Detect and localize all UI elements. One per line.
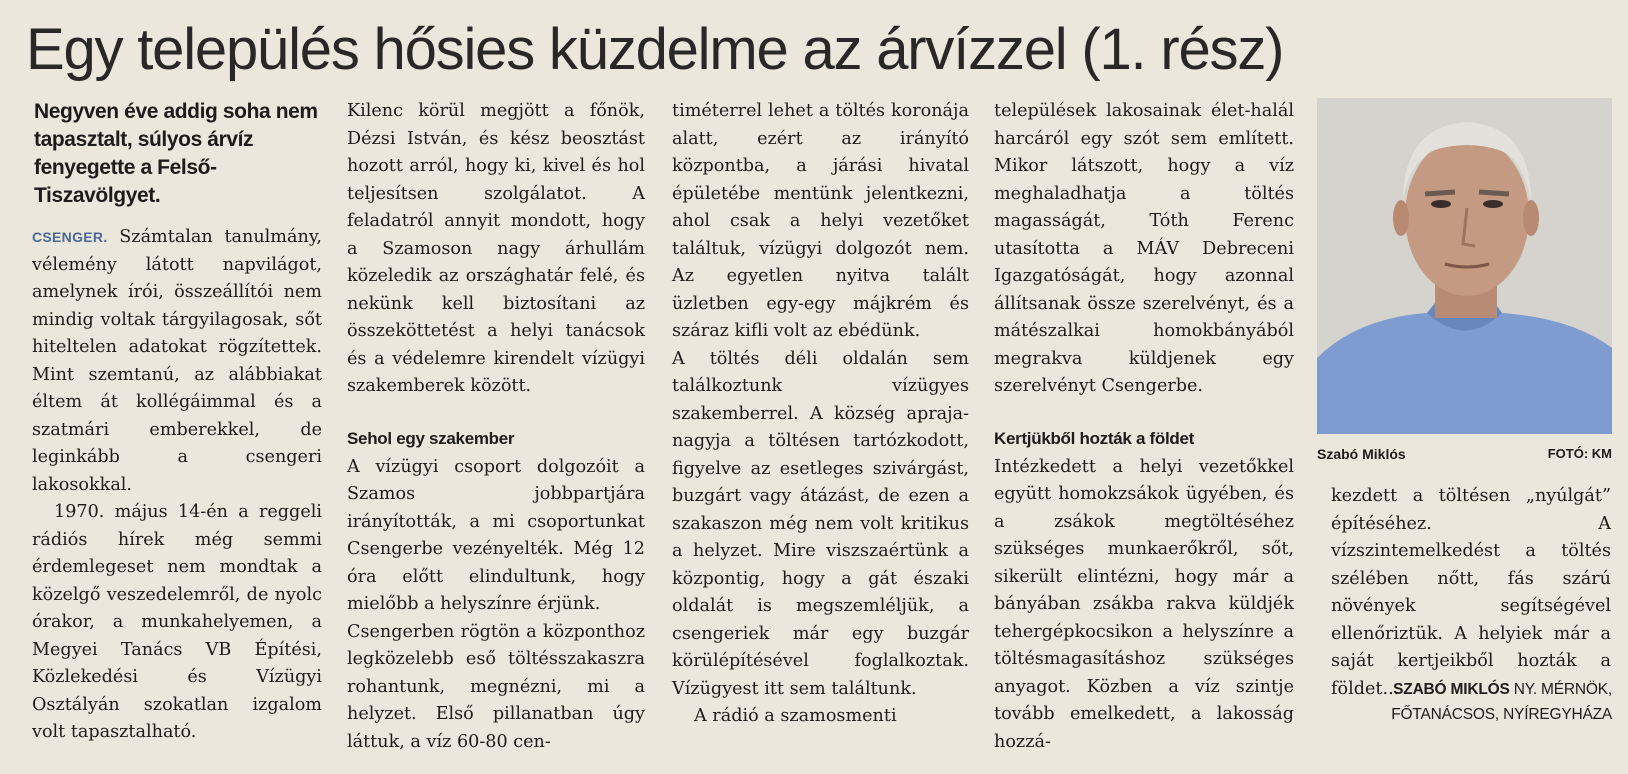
paragraph-1 (32, 224, 322, 499)
author-line-1 (1391, 677, 1612, 702)
paragraph-2-part-1: 1970. május 14-én a reggeli rádiós hírek még semmi érdemlegeset nem mondtak a közelgő veszedelemről, de nyolc órakor, a munkahelyemen, a Megyei Tanács VB Építési, Közlekedési és Vízügyi Osztályán szokatlan izgalom volt tapasztalható. (32, 502, 322, 742)
subheading-sehol-egy-szakember: Sehol egy szakember (347, 428, 515, 448)
paragraph-2-part-2: Kilenc körül megjött a főnök, Dézsi István, és kész beosztást hozott arról, hogy ki, kivel és hol teljesítsen szolgálatot. A feladatról annyit mondott, hogy a Szamoson nagy árhullám közeledik az országhatár felé, és nekünk kell biztosítani az összeköttetést a helyi tanácsok és a védelemre kirendelt vízügyi szakemberek között. (347, 101, 645, 396)
paragraph-6-part-1: A rádió a szamosmenti (694, 706, 897, 726)
author-name: SZABÓ MIKLÓS (1393, 681, 1510, 698)
photo-credit: FOTÓ: KM (1547, 446, 1612, 461)
article-lead: Negyven éve addig soha nem tapasztalt, súlyos árvíz fenyegette a Felső-Tiszavölgyet. (34, 100, 318, 207)
article-column-3 (672, 98, 969, 731)
subheading-kertjukbol: Kertjükből hozták a földet (994, 428, 1194, 448)
photo-caption: Szabó Miklós (1317, 446, 1406, 462)
paragraph-3: A vízügyi csoport dolgozóit a Szamos jobbpartjára irányították, a mi csoportunkat Csengerbe vezényelték. Még 12 óra előtt elindultunk, hogy mielőbb a helyszínre érjünk. (347, 456, 645, 614)
portrait-photo (1317, 98, 1612, 434)
article-headline: Egy település hősies küzdelme az árvízzel (1. rész) (26, 17, 1284, 82)
paragraph-4-part-2: timéterrel lehet a töltés koronája alatt, ezért az irányító központba, a járási hivatal épületébe mentünk jelentkezni, ahol csak a helyi vezetőket találtuk, vízügyi dolgozót nem. Az egyetlen nyitva talált üzletben egy-egy májkrém és száraz kifli volt az ebédünk. (672, 101, 969, 341)
portrait-illustration (1317, 98, 1612, 434)
dateline: CSENGER. (32, 229, 108, 245)
paragraph-4-part-1: Csengerben rögtön a központhoz legközelebb eső töltésszakaszra rohantunk, megnézni, mi a helyzet. Első pillanatban úgy láttuk, a víz 60-80 cen- (347, 621, 645, 752)
article-column-2 (347, 98, 645, 756)
paragraph-5: A töltés déli oldalán sem találkoztunk vízügyes szakemberrel. A község apraja-nagyja a töltésen tartózkodott, figyelve az esetleges szivárgást, buzgárt vagy átázást, de ezen a szakaszon még nem volt kritikus a helyzet. Mire viszszaértünk a központig, hogy a gát északi oldalát is megszemléljük, a csengeriek már egy buzgár körülépítésével foglalkoztak. Vízügyest itt sem találtunk. (672, 348, 969, 699)
paragraph-6-part-2: települések lakosainak élet-halál harcáról egy szót sem említett. Mikor látszott, hogy a víz meghaladhatja a töltés magasságát, Tóth Ferenc utasította a MÁV Debreceni Igazgatóságát, hogy azonnal állítsanak össze szerelvényt, és a mátészalkai homokbányából megrakva küldjenek egy szerelvényt Csengerbe. (994, 101, 1294, 396)
paragraph-8: kezdett a töltésen „nyúlgát” építéséhez. A vízszintemelkedést a töltés szélében nőtt, fás szárú növények segítségével ellenőriztük. A helyiek már a saját kertjeikből hozták a földet... (1331, 486, 1611, 699)
article-column-5 (1331, 483, 1611, 703)
author-title-2: FŐTANÁCSOS, NYÍREGYHÁZA (1391, 706, 1612, 723)
author-title-1: NY. MÉRNÖK, (1513, 681, 1612, 698)
author-signature (1391, 677, 1612, 727)
paragraph-7: Intézkedett a helyi vezetőkkel együtt homokzsákok ügyében, és a zsákok megtöltéséhez szükséges munkaerőkről, sőt, sikerült elintézni, hogy már a bányában zsákba rakva küldjék tehergépkocsikon a helyszínre a töltésmagasításhoz szükséges anyagot. Közben a víz szintje tovább emelkedett, a lakosság hozzá- (994, 456, 1294, 752)
article-column-4 (994, 98, 1294, 756)
article-column-1 (32, 98, 322, 747)
paragraph-1-text: Számtalan tanulmány, vélemény látott napvilágot, amelynek írói, összeállítói nem mindig voltak tárgyilagosak, sőt hiteltelen adatokat rögzítettek. Mint szemtanú, az alábbiakat éltem át kollégáimmal és a szatmári emberekkel, de leginkább a csengeri lakosokkal. (32, 227, 323, 495)
